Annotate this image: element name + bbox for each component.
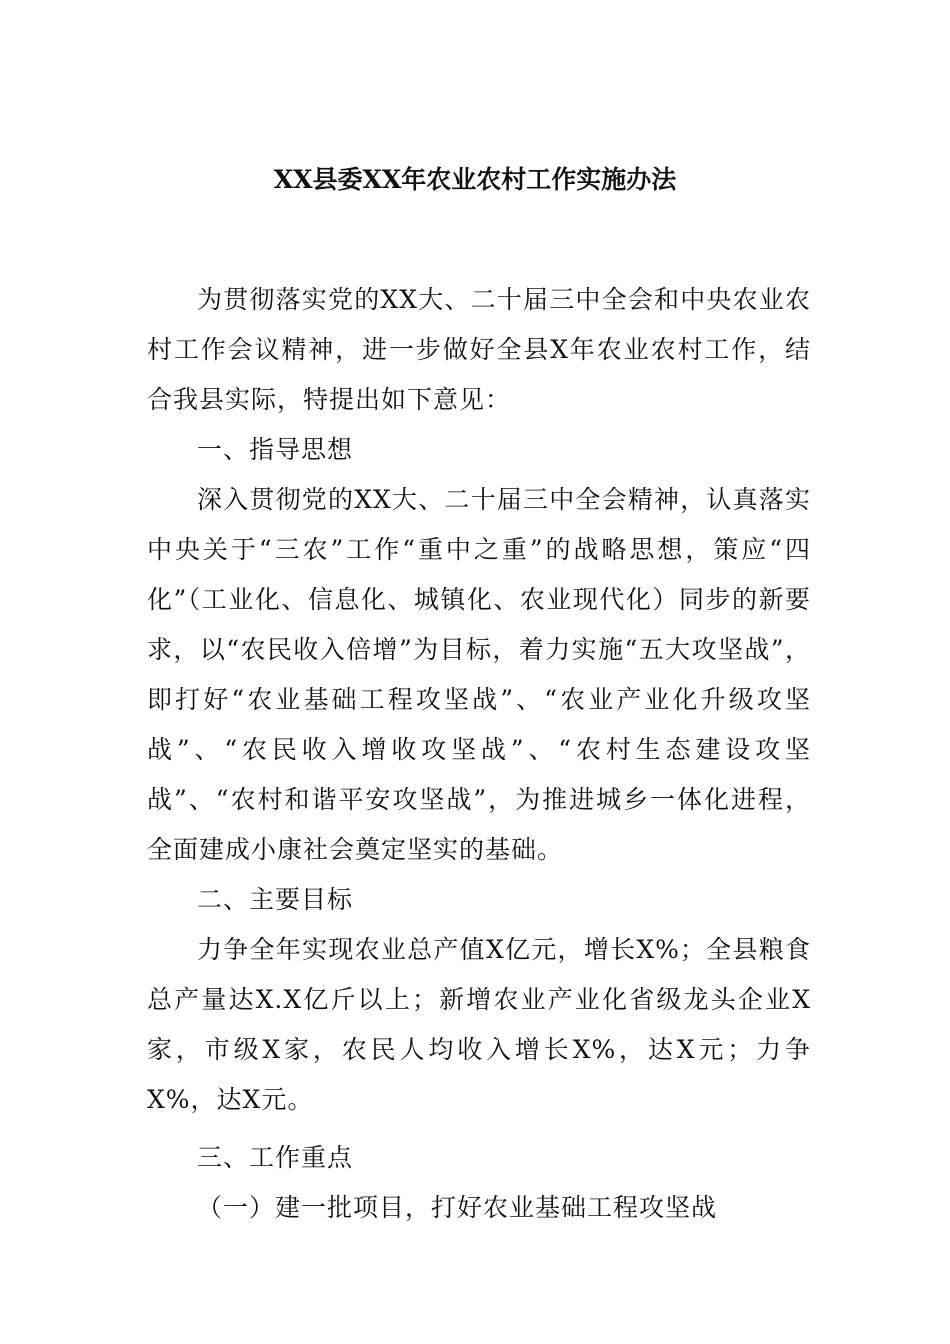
- section-text-main-goals: 力争全年实现农业总产值X亿元，增长X%；全县粮食总产量达X.X亿斤以上；新增农业产业化省级龙头企业X家，市级X家，农民人均收入增长X%，达X元；力争X%，达X元。: [147, 935, 811, 1114]
- section-heading-main-goals: 二、主要目标: [197, 885, 354, 914]
- section-text-guiding-thought: 深入贯彻党的XX大、二十届三中全会精神，认真落实中央关于“三农”工作“重中之重”的战略思想，策应“四化”（工业化、信息化、城镇化、农业现代化）同步的新要求，以“农民收入倍增”为目标，着力实施“五大攻坚战”，即打好“农业基础工程攻坚战”、“农业产业化升级攻坚战”、“农民收入增收攻坚战”、“农村生态建设攻坚战”、“农村和谐平安攻坚战”，为推进城乡一体化进程，全面建成小康社会奠定坚实的基础。: [147, 485, 811, 864]
- subsection-heading-projects: （一）建一批项目，打好农业基础工程攻坚战: [197, 1193, 718, 1222]
- section-heading-guiding-thought: 一、指导思想: [197, 435, 354, 464]
- document-body: [147, 275, 811, 1233]
- intro-paragraph: 为贯彻落实党的XX大、二十届三中全会和中央农业农村工作会议精神，进一步做好全县X年农业农村工作，结合我县实际，特提出如下意见：: [147, 285, 811, 414]
- section-heading-work-focus: 三、工作重点: [197, 1143, 354, 1172]
- document-title: XX县委XX年农业农村工作实施办法: [273, 165, 677, 194]
